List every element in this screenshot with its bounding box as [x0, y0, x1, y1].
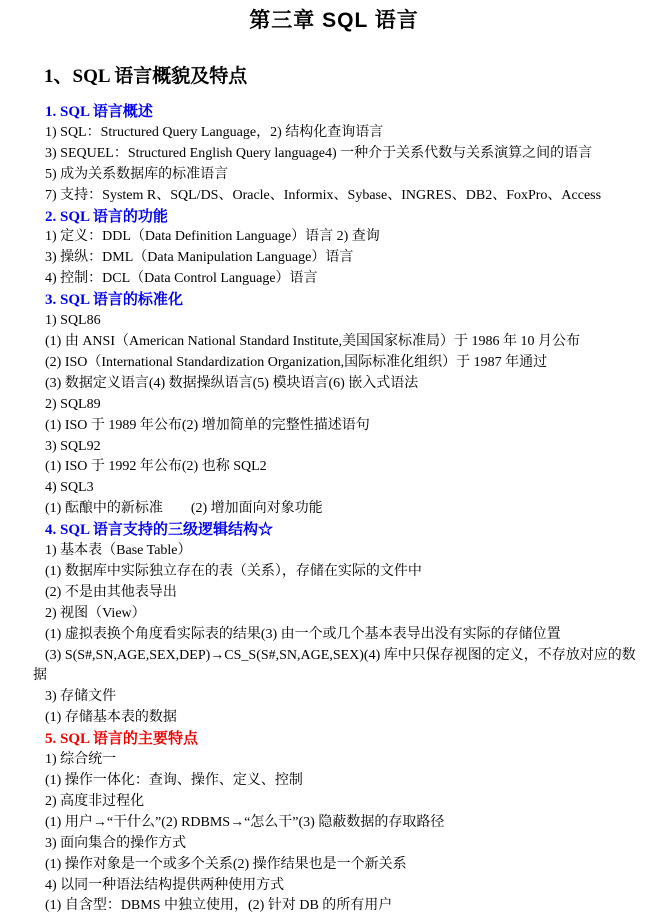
- document-line: 4) 控制：DCL（Data Control Language）语言: [45, 271, 318, 287]
- chapter-title: 第三章 SQL 语言: [249, 9, 419, 32]
- document-line: (1) 操作对象是一个或多个关系(2) 操作结果也是一个新关系: [45, 856, 407, 872]
- document-line: 4) SQL3: [45, 480, 94, 496]
- document-line: 1) SQL86: [45, 313, 101, 329]
- document-line: (1) 用户→“干什么”(2) RDBMS→“怎么干”(3) 隐蔽数据的存取路径: [45, 814, 445, 830]
- document-line: 1) SQL：Structured Query Language，2) 结构化查询语言: [45, 124, 384, 140]
- document-line: 3) 面向集合的操作方式: [45, 835, 187, 851]
- document-line: 7) 支持：System R、SQL/DS、Oracle、Informix、Sybase、INGRES、DB2、FoxPro、Access: [45, 187, 602, 203]
- document-line: (1) 酝酿中的新标准 (2) 增加面向对象功能: [45, 501, 323, 517]
- document-line: 1) 综合统一: [45, 752, 117, 768]
- subsection-heading-blue: 3. SQL 语言的标准化: [45, 292, 183, 309]
- subsection-heading-red: 5. SQL 语言的主要特点: [45, 731, 198, 748]
- document-line: (2) ISO（International Standardization Organization,国际标准化组织）于 1987 年通过: [45, 354, 548, 370]
- document-line: (3) S(S#,SN,AGE,SEX,DEP)→CS_S(S#,SN,AGE,SEX)(4) 库中只保存视图的定义，不存放对应的数据: [33, 647, 636, 684]
- document-line: 1) 定义：DDL（Data Definition Language）语言 2) 查询: [45, 229, 380, 245]
- document-line: 3) SEQUEL：Structured English Query language4) 一种介于关系代数与关系演算之间的语言: [45, 145, 593, 161]
- subsection-heading-blue: 4. SQL 语言支持的三级逻辑结构☆: [45, 522, 273, 539]
- document-line: 4) 以同一种语法结构提供两种使用方式: [45, 877, 285, 893]
- document-line: (1) 数据库中实际独立存在的表（关系），存储在实际的文件中: [45, 563, 422, 579]
- document-line: 5) 成为关系数据库的标准语言: [45, 166, 229, 182]
- document-line: 2) 视图（View）: [45, 605, 146, 621]
- subsection-heading-blue: 1. SQL 语言概述: [45, 104, 153, 120]
- document-line: 3) SQL92: [45, 438, 101, 454]
- document-line: 1) 基本表（Base Table）: [45, 543, 192, 559]
- document-body: [33, 102, 640, 916]
- document-line: 3) 存储文件: [45, 689, 117, 705]
- document-line: (3) 数据定义语言(4) 数据操纵语言(5) 模块语言(6) 嵌入式语法: [45, 375, 419, 391]
- document-line: (1) 存储基本表的数据: [45, 710, 177, 726]
- subsection-heading-blue: 2. SQL 语言的功能: [45, 208, 168, 225]
- document-line: (1) ISO 于 1989 年公布(2) 增加简单的完整性描述语句: [45, 417, 370, 433]
- document-line: (1) 由 ANSI（American National Standard Institute,美国国家标准局）于 1986 年 10 月公布: [45, 333, 581, 349]
- document-line: 3) 操纵：DML（Data Manipulation Language）语言: [45, 250, 354, 266]
- document-line: (1) ISO 于 1992 年公布(2) 也称 SQL2: [45, 459, 267, 475]
- document-line: 2) 高度非过程化: [45, 793, 145, 809]
- document-line: (1) 自含型：DBMS 中独立使用，(2) 针对 DB 的所有用户: [45, 898, 393, 914]
- document-line: (1) 操作一体化：查询、操作、定义、控制: [45, 773, 303, 788]
- section-title: 1、SQL 语言概貌及特点: [44, 66, 248, 87]
- document-line: (1) 虚拟表换个角度看实际表的结果(3) 由一个或几个基本表导出没有实际的存储位置: [45, 626, 561, 642]
- document-line: 2) SQL89: [45, 396, 101, 412]
- document-line: (2) 不是由其他表导出: [45, 584, 177, 600]
